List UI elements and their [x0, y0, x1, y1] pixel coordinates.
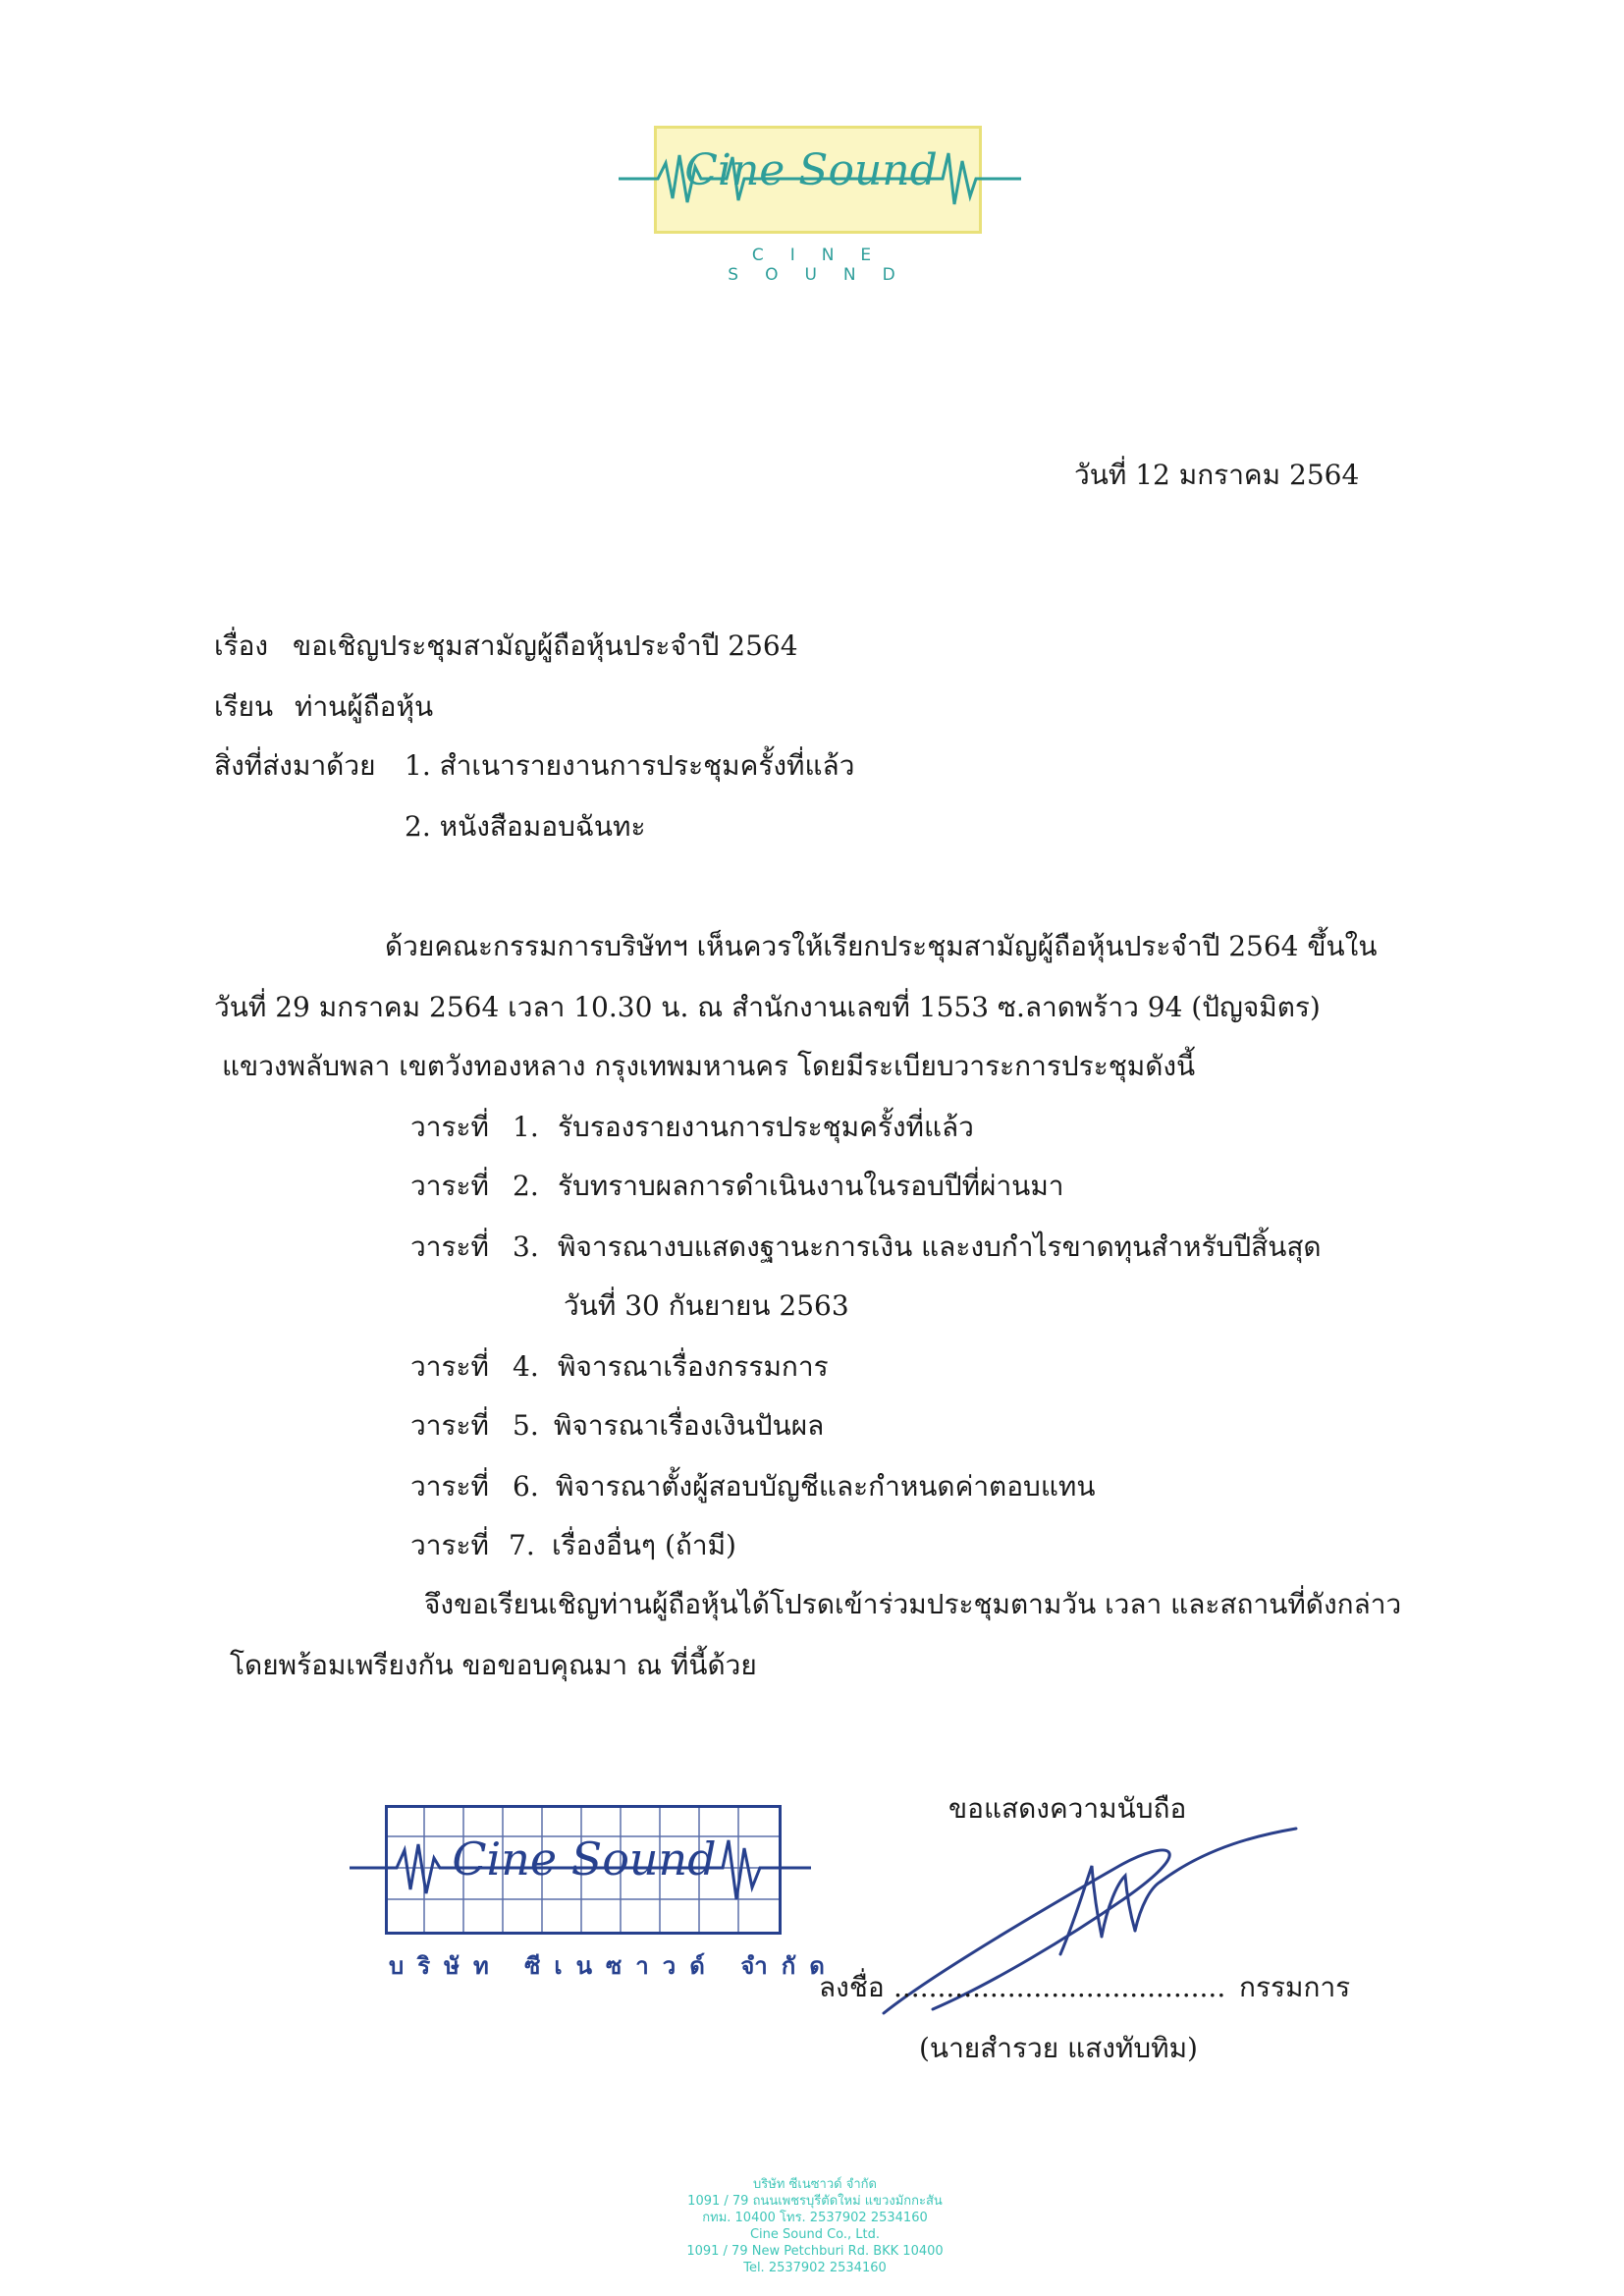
letterhead-subtitle: CINE SOUND: [728, 246, 922, 285]
footer-address: [628, 2176, 1001, 2276]
date-line: วันที่ 12 มกราคม 2564: [1074, 459, 1360, 491]
agenda-label: วาระที่: [410, 1350, 489, 1383]
agenda-label: วาระที่: [410, 1230, 489, 1263]
sign-label: ลงชื่อ: [819, 1971, 885, 2003]
body-paragraph-line: ด้วยคณะกรรมการบริษัทฯ เห็นควรให้เรียกประชุมสามัญผู้ถือหุ้นประจำปี 2564 ขึ้นใน: [385, 930, 1378, 962]
logo-wordmark: Cine Sound: [684, 145, 938, 195]
footer-line: Cine Sound Co., Ltd.: [749, 2227, 881, 2242]
footer-line: บริษัท ซีเนซาวด์ จำกัด: [753, 2177, 877, 2192]
enclosure-item: 1. สำเนารายงานการประชุมครั้งที่แล้ว: [405, 749, 855, 782]
signer-role: กรรมการ: [1239, 1971, 1351, 2003]
signature-dotted-line: ......................................: [893, 1971, 1226, 2003]
agenda-label: วาระที่: [410, 1529, 489, 1561]
signer-name: (นายสำรวย แสงทับทิม): [919, 2032, 1198, 2064]
agenda-label: วาระที่: [410, 1111, 489, 1143]
agenda-item: พิจารณาเรื่องกรรมการ: [558, 1350, 829, 1383]
agenda-label: วาระที่: [410, 1470, 489, 1503]
body-paragraph-line: วันที่ 29 มกราคม 2564 เวลา 10.30 น. ณ สำนักงานเลขที่ 1553 ซ.ลาดพร้าว 94 (ปัญจมิตร): [214, 991, 1321, 1023]
enclosure-item: 2. หนังสือมอบฉันทะ: [405, 810, 646, 843]
body-paragraph-line: แขวงพลับพลา เขตวังทองหลาง กรุงเทพมหานคร โดยมีระเบียบวาระการประชุมดังนี้: [222, 1050, 1196, 1082]
closing-paragraph-line: จึงขอเรียนเชิญท่านผู้ถือหุ้นได้โปรดเข้าร่วมประชุมตามวัน เวลา และสถานที่ดังกล่าว: [424, 1588, 1402, 1620]
footer-line: Tel. 2537902 2534160: [743, 2261, 887, 2275]
agenda-item: รับรองรายงานการประชุมครั้งที่แล้ว: [558, 1111, 974, 1143]
enclosures-label: สิ่งที่ส่งมาด้วย: [214, 749, 376, 782]
agenda-label: วาระที่: [410, 1409, 489, 1442]
agenda-number: 6.: [513, 1470, 539, 1503]
subject-label: เรื่อง: [214, 629, 269, 662]
subject-text: ขอเชิญประชุมสามัญผู้ถือหุ้นประจำปี 2564: [293, 629, 798, 662]
signature-closing: ขอแสดงความนับถือ: [948, 1792, 1187, 1825]
footer-line: 1091 / 79 ถนนเพชรบุรีตัดใหม่ แขวงมักกะสัน: [687, 2194, 943, 2209]
agenda-number: 3.: [513, 1230, 539, 1263]
agenda-item: พิจารณาตั้งผู้สอบบัญชีและกำหนดค่าตอบแทน: [556, 1470, 1096, 1503]
agenda-number: 1.: [513, 1111, 539, 1143]
agenda-number: 4.: [513, 1350, 539, 1383]
footer-line: 1091 / 79 New Petchburi Rd. BKK 10400: [686, 2244, 944, 2259]
recipient-label: เรียน: [214, 690, 274, 723]
recipient-text: ท่านผู้ถือหุ้น: [295, 690, 434, 723]
agenda-item: เรื่องอื่นๆ (ถ้ามี): [552, 1529, 736, 1561]
agenda-number: 7.: [509, 1529, 535, 1561]
agenda-number: 5.: [513, 1409, 539, 1442]
agenda-item: รับทราบผลการดำเนินงานในรอบปีที่ผ่านมา: [558, 1170, 1064, 1202]
agenda-item: พิจารณางบแสดงฐานะการเงิน และงบกำไรขาดทุนสำหรับปีสิ้นสุด: [558, 1230, 1322, 1263]
stamp-company-name: บริษัท ซีเนซาวด์ จำกัด: [389, 1952, 839, 1980]
footer-line: กทม. 10400 โทร. 2537902 2534160: [702, 2211, 928, 2225]
agenda-number: 2.: [513, 1170, 539, 1202]
agenda-item: พิจารณาเรื่องเงินปันผล: [554, 1409, 825, 1442]
closing-paragraph-line: โดยพร้อมเพรียงกัน ขอขอบคุณมา ณ ที่นี้ด้วย: [230, 1649, 757, 1681]
stamp-wordmark: Cine Sound: [452, 1832, 717, 1886]
agenda-label: วาระที่: [410, 1170, 489, 1202]
agenda-item-continuation: วันที่ 30 กันยายน 2563: [564, 1289, 849, 1322]
